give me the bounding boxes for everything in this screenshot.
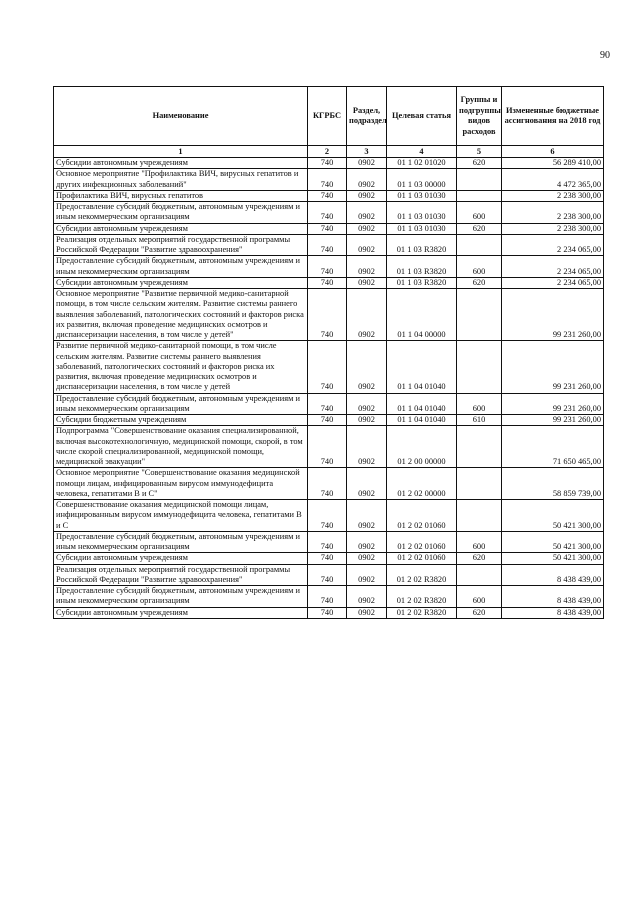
- row-section: 0902: [347, 564, 387, 586]
- row-target: 01 2 00 00000: [387, 426, 457, 468]
- row-name: Субсидии автономным учреждениям: [54, 277, 308, 288]
- header-kgrbs: КГРБС: [308, 87, 347, 146]
- table-row: [54, 223, 604, 234]
- row-kgrbs: 740: [308, 289, 347, 341]
- row-section: 0902: [347, 393, 387, 415]
- column-number-row: [54, 146, 604, 158]
- row-kgrbs: 740: [308, 223, 347, 234]
- row-amount: 99 231 260,00: [502, 341, 604, 393]
- row-target: 01 2 02 01060: [387, 553, 457, 564]
- row-amount: 2 234 065,00: [502, 256, 604, 278]
- row-section: 0902: [347, 158, 387, 169]
- row-amount: 2 234 065,00: [502, 277, 604, 288]
- column-number: 1: [54, 146, 308, 158]
- row-group: [457, 169, 502, 191]
- row-amount: 8 438 439,00: [502, 586, 604, 608]
- row-kgrbs: 740: [308, 277, 347, 288]
- row-group: 600: [457, 531, 502, 553]
- row-name: Совершенствование оказания медицинской помощи лицам, инфицированным вирусом иммунодефицита человека, гепатитами В и С: [54, 500, 308, 532]
- row-target: 01 1 03 R3820: [387, 256, 457, 278]
- row-group: 620: [457, 223, 502, 234]
- table-row: [54, 531, 604, 553]
- row-section: 0902: [347, 256, 387, 278]
- row-section: 0902: [347, 223, 387, 234]
- row-kgrbs: 740: [308, 393, 347, 415]
- row-kgrbs: 740: [308, 190, 347, 201]
- column-number: 5: [457, 146, 502, 158]
- row-group: 620: [457, 158, 502, 169]
- table-row: [54, 190, 604, 201]
- row-name: Основное мероприятие "Профилактика ВИЧ, вирусных гепатитов и других инфекционных заболеваний": [54, 169, 308, 191]
- row-group: 600: [457, 393, 502, 415]
- row-amount: 99 231 260,00: [502, 415, 604, 426]
- row-target: 01 1 04 01040: [387, 415, 457, 426]
- row-section: 0902: [347, 586, 387, 608]
- table-row: [54, 158, 604, 169]
- row-section: 0902: [347, 277, 387, 288]
- table-row: [54, 500, 604, 532]
- row-amount: 2 234 065,00: [502, 234, 604, 256]
- row-name: Предоставление субсидий бюджетным, автономным учреждениям и иным некоммерческим организациям: [54, 586, 308, 608]
- row-name: Предоставление субсидий бюджетным, автономным учреждениям и иным некоммерческим организациям: [54, 531, 308, 553]
- row-section: 0902: [347, 289, 387, 341]
- row-section: 0902: [347, 202, 387, 224]
- table-row: [54, 341, 604, 393]
- table-row: [54, 586, 604, 608]
- row-name: Реализация отдельных мероприятий государственной программы Российской Федерации "Развитие здравоохранения": [54, 564, 308, 586]
- row-group: 620: [457, 553, 502, 564]
- row-name: Развитие первичной медико-санитарной помощи, в том числе сельским жителям. Развитие системы раннего выявления заболеваний, патологических состояний и факторов риска их развития, включая проведение медицинских осмотров и диспансеризации населения, в том числе у детей: [54, 341, 308, 393]
- row-section: 0902: [347, 531, 387, 553]
- row-section: 0902: [347, 468, 387, 500]
- column-number: 4: [387, 146, 457, 158]
- table-row: [54, 468, 604, 500]
- row-target: 01 1 03 00000: [387, 169, 457, 191]
- row-target: 01 1 04 00000: [387, 289, 457, 341]
- row-section: 0902: [347, 169, 387, 191]
- row-target: 01 1 03 01030: [387, 202, 457, 224]
- row-group: 600: [457, 256, 502, 278]
- row-kgrbs: 740: [308, 500, 347, 532]
- row-group: [457, 468, 502, 500]
- row-group: 600: [457, 586, 502, 608]
- row-amount: 50 421 300,00: [502, 500, 604, 532]
- row-target: 01 1 04 01040: [387, 393, 457, 415]
- row-name: Субсидии автономным учреждениям: [54, 158, 308, 169]
- table-header-row: [54, 87, 604, 146]
- row-name: Основное мероприятие "Совершенствование оказания медицинской помощи лицам, инфицированным вирусом иммунодефицита человека, гепатитами В и С": [54, 468, 308, 500]
- row-amount: 50 421 300,00: [502, 531, 604, 553]
- table-row: [54, 277, 604, 288]
- row-group: [457, 234, 502, 256]
- row-amount: 99 231 260,00: [502, 289, 604, 341]
- row-name: Предоставление субсидий бюджетным, автономным учреждениям и иным некоммерческим организациям: [54, 202, 308, 224]
- header-name: Наименование: [54, 87, 308, 146]
- row-section: 0902: [347, 234, 387, 256]
- column-number: 6: [502, 146, 604, 158]
- row-name: Предоставление субсидий бюджетным, автономным учреждениям и иным некоммерческим организациям: [54, 256, 308, 278]
- row-section: 0902: [347, 607, 387, 618]
- row-amount: 2 238 300,00: [502, 202, 604, 224]
- row-target: 01 2 02 01060: [387, 500, 457, 532]
- row-name: Основное мероприятие "Развитие первичной медико-санитарной помощи, в том числе сельским жителям. Развитие системы раннего выявления заболеваний, патологических состояний и факторов риска их развития, включая проведение медицинских осмотров и диспансеризации населения, в том числе у детей": [54, 289, 308, 341]
- header-section: Раздел, подраздел: [347, 87, 387, 146]
- row-section: 0902: [347, 426, 387, 468]
- table-row: [54, 426, 604, 468]
- row-kgrbs: 740: [308, 169, 347, 191]
- row-target: 01 1 04 01040: [387, 341, 457, 393]
- table-row: [54, 256, 604, 278]
- row-target: 01 1 03 R3820: [387, 234, 457, 256]
- row-amount: 50 421 300,00: [502, 553, 604, 564]
- row-amount: 56 289 410,00: [502, 158, 604, 169]
- row-target: 01 1 03 01030: [387, 223, 457, 234]
- table-row: [54, 289, 604, 341]
- row-group: 620: [457, 607, 502, 618]
- row-name: Субсидии бюджетным учреждениям: [54, 415, 308, 426]
- row-section: 0902: [347, 500, 387, 532]
- row-kgrbs: 740: [308, 415, 347, 426]
- row-kgrbs: 740: [308, 564, 347, 586]
- header-target: Целевая статья: [387, 87, 457, 146]
- row-amount: 2 238 300,00: [502, 190, 604, 201]
- row-amount: 2 238 300,00: [502, 223, 604, 234]
- row-group: [457, 426, 502, 468]
- row-kgrbs: 740: [308, 234, 347, 256]
- table-row: [54, 607, 604, 618]
- row-amount: 99 231 260,00: [502, 393, 604, 415]
- row-group: 620: [457, 277, 502, 288]
- row-target: 01 2 02 R3820: [387, 586, 457, 608]
- header-amount: Измененные бюджетные ассигнования на 2018 год: [502, 87, 604, 146]
- row-amount: 4 472 365,00: [502, 169, 604, 191]
- row-name: Профилактика ВИЧ, вирусных гепатитов: [54, 190, 308, 201]
- header-groups: Группы и подгруппы видов расходов: [457, 87, 502, 146]
- row-kgrbs: 740: [308, 256, 347, 278]
- row-name: Субсидии автономным учреждениям: [54, 223, 308, 234]
- row-kgrbs: 740: [308, 341, 347, 393]
- table-row: [54, 393, 604, 415]
- row-name: Предоставление субсидий бюджетным, автономным учреждениям и иным некоммерческим организациям: [54, 393, 308, 415]
- row-kgrbs: 740: [308, 202, 347, 224]
- row-section: 0902: [347, 415, 387, 426]
- row-name: Субсидии автономным учреждениям: [54, 607, 308, 618]
- row-group: 610: [457, 415, 502, 426]
- row-section: 0902: [347, 341, 387, 393]
- row-target: 01 1 02 01020: [387, 158, 457, 169]
- table-row: [54, 169, 604, 191]
- row-amount: 8 438 439,00: [502, 607, 604, 618]
- row-target: 01 2 02 R3820: [387, 607, 457, 618]
- row-kgrbs: 740: [308, 468, 347, 500]
- row-kgrbs: 740: [308, 553, 347, 564]
- row-group: [457, 500, 502, 532]
- row-kgrbs: 740: [308, 586, 347, 608]
- row-section: 0902: [347, 553, 387, 564]
- row-group: 600: [457, 202, 502, 224]
- row-target: 01 2 02 R3820: [387, 564, 457, 586]
- row-section: 0902: [347, 190, 387, 201]
- table-row: [54, 234, 604, 256]
- row-target: 01 2 02 01060: [387, 531, 457, 553]
- table-row: [54, 202, 604, 224]
- page-number: 90: [600, 50, 610, 61]
- row-name: Реализация отдельных мероприятий государственной программы Российской Федерации "Развитие здравоохранения": [54, 234, 308, 256]
- row-target: 01 1 03 R3820: [387, 277, 457, 288]
- table-row: [54, 553, 604, 564]
- row-name: Субсидии автономным учреждениям: [54, 553, 308, 564]
- row-amount: 58 859 739,00: [502, 468, 604, 500]
- row-amount: 8 438 439,00: [502, 564, 604, 586]
- column-number: 2: [308, 146, 347, 158]
- row-target: 01 1 03 01030: [387, 190, 457, 201]
- row-kgrbs: 740: [308, 426, 347, 468]
- row-group: [457, 564, 502, 586]
- row-group: [457, 190, 502, 201]
- table-row: [54, 564, 604, 586]
- row-kgrbs: 740: [308, 531, 347, 553]
- table-row: [54, 415, 604, 426]
- row-target: 01 2 02 00000: [387, 468, 457, 500]
- column-number: 3: [347, 146, 387, 158]
- row-group: [457, 289, 502, 341]
- row-name: Подпрограмма "Совершенствование оказания специализированной, включая высокотехнологичную, медицинской помощи, скорой, в том числе скорой специализированной, медицинской помощи, медицинской эвакуации": [54, 426, 308, 468]
- row-amount: 71 650 465,00: [502, 426, 604, 468]
- row-kgrbs: 740: [308, 607, 347, 618]
- row-group: [457, 341, 502, 393]
- budget-allocations-table: [53, 86, 604, 619]
- row-kgrbs: 740: [308, 158, 347, 169]
